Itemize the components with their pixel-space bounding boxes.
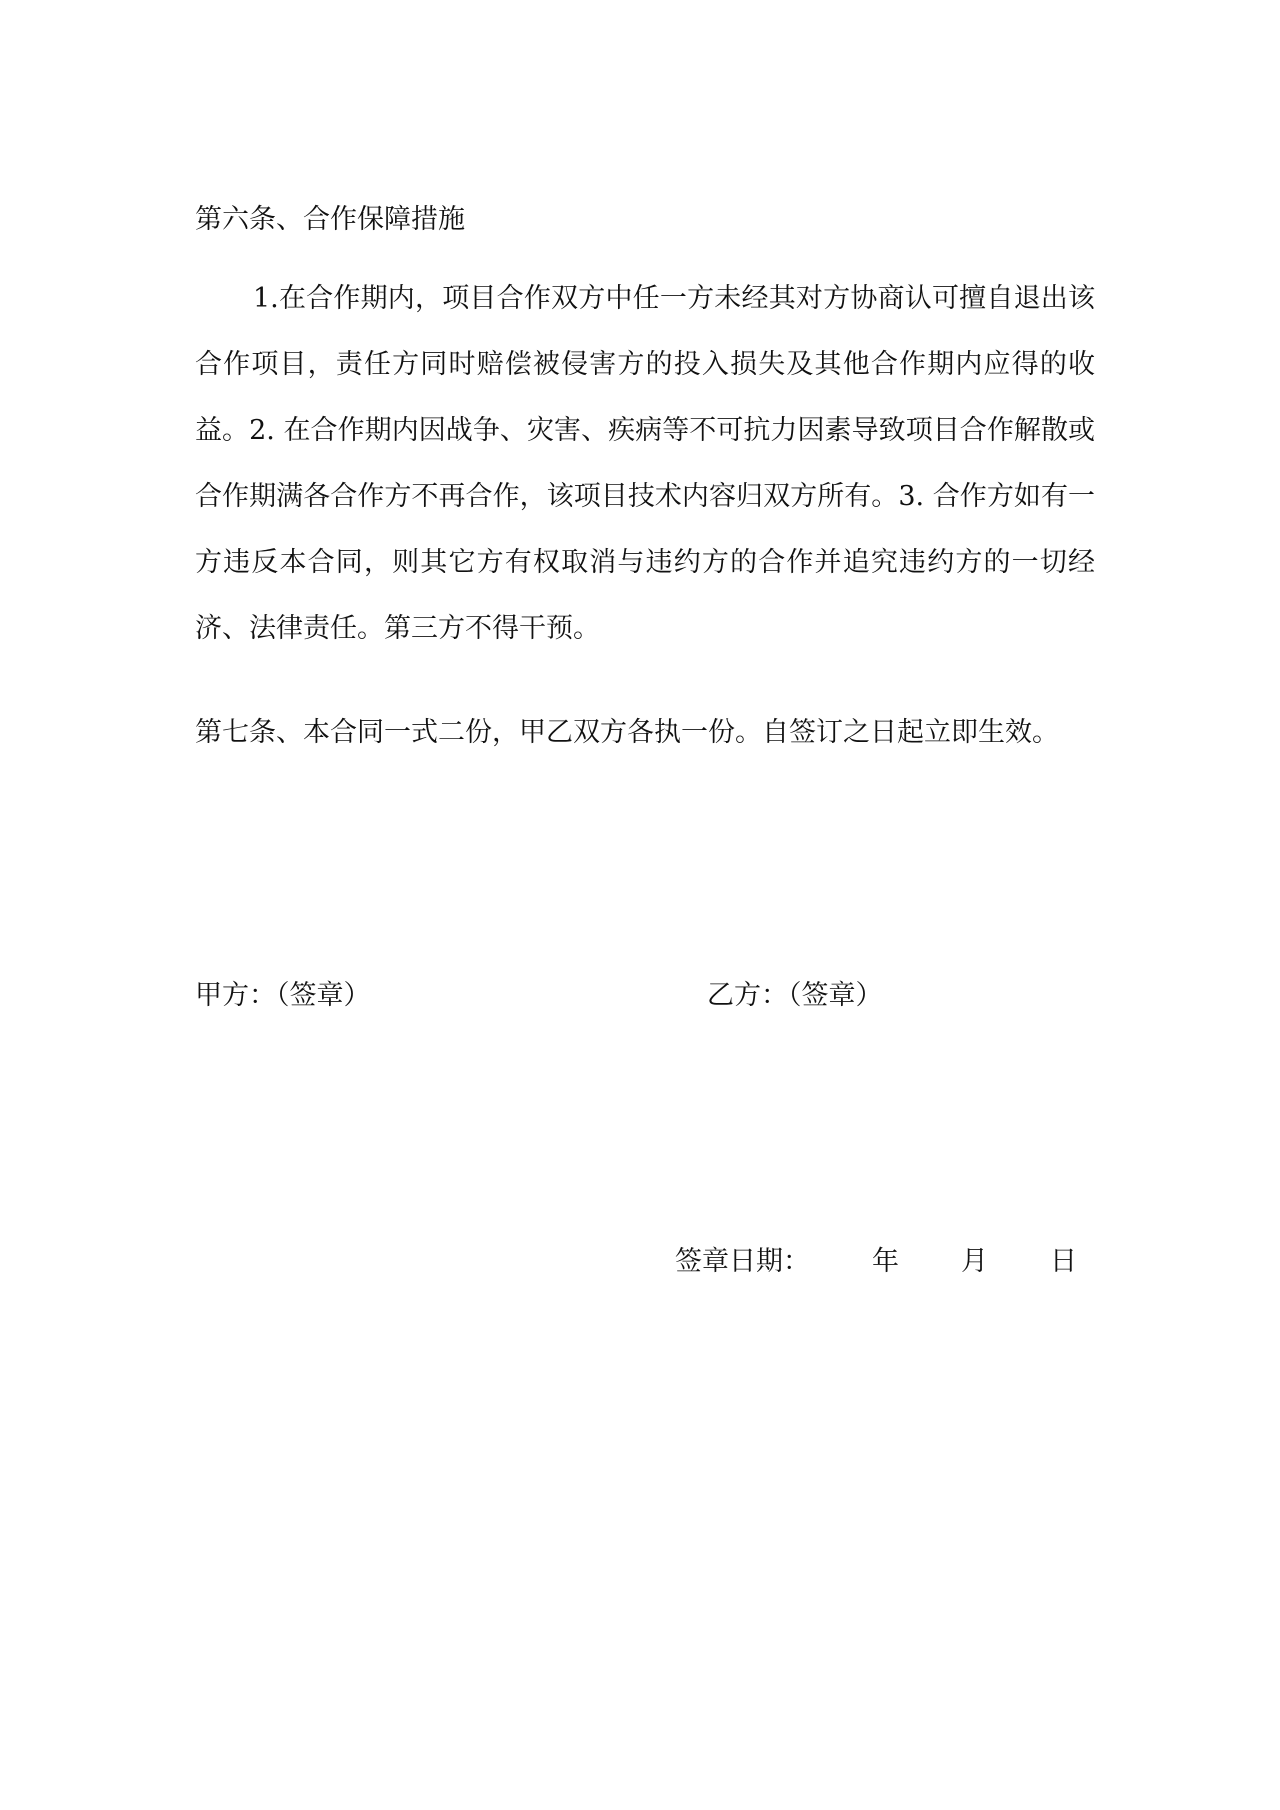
sign-date-year: 年: [872, 1246, 899, 1277]
article-six-heading: 第六条、合作保障措施: [195, 204, 465, 235]
article-seven-text: 第七条、本合同一式二份，甲乙双方各执一份。自签订之日起立即生效。: [195, 717, 1059, 748]
article-six-body: 1.在合作期内，项目合作双方中任一方未经其对方协商认可擅自退出该合作项目，责任方同时赔偿被侵害方的投入损失及其他合作期内应得的收益。2. 在合作期内因战争、灾害、疾病等不可抗力因素导致项目合作解散或合作期满各合作方不再合作，该项目技术内容归双方所有。3. 合作方如有一方违反本合同，则其它方有权取消与违约方的合作并追究违约方的一切经济、法律责任。第三方不得干预。: [195, 283, 1095, 644]
sign-date-line: [675, 1242, 1077, 1282]
sign-date-label: 签章日期：: [675, 1246, 810, 1277]
sign-date-day: 日: [1050, 1246, 1077, 1277]
party-a-signature: 甲方：（签章）: [195, 980, 371, 1011]
party-b-signature: 乙方：（签章）: [707, 980, 883, 1011]
sign-date-month: 月: [961, 1246, 988, 1277]
